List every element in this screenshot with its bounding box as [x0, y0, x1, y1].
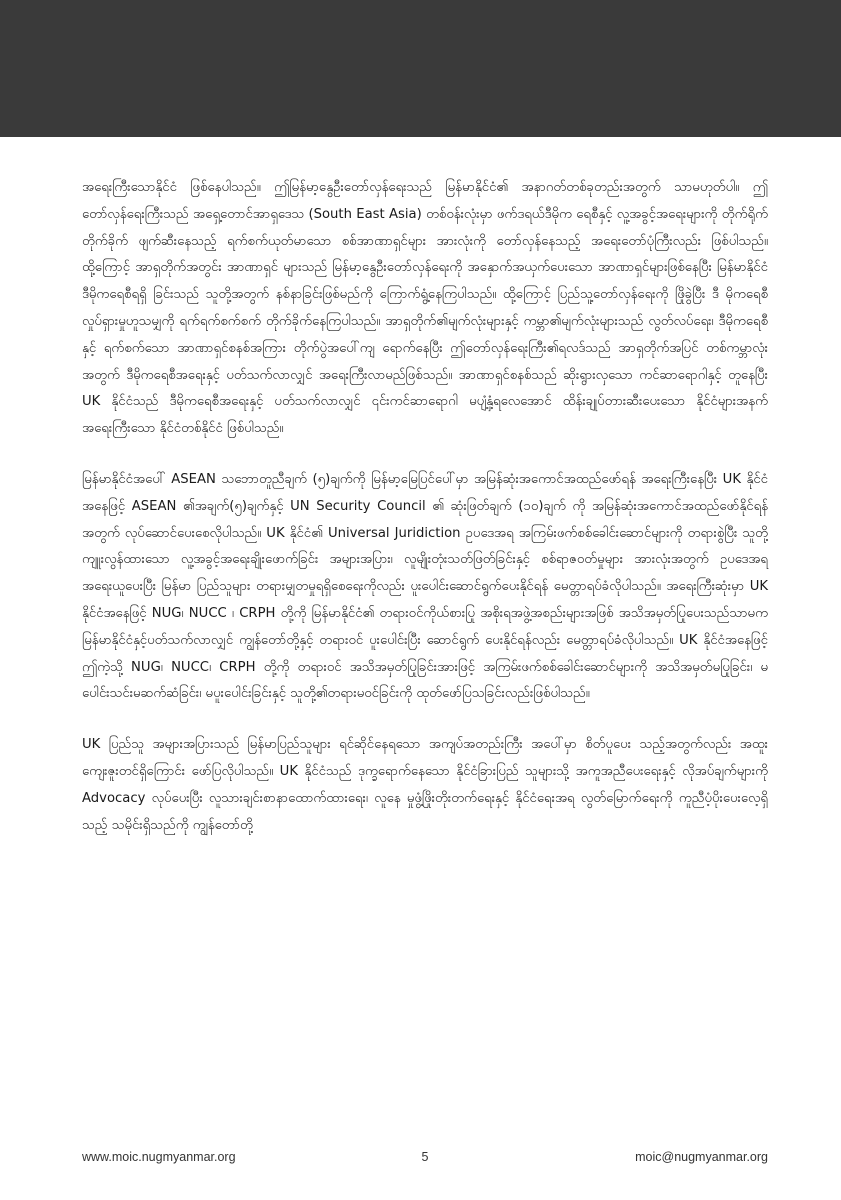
page-number: 5 — [421, 1150, 429, 1164]
document-body — [82, 175, 768, 863]
header-band — [0, 0, 841, 137]
footer-website-link[interactable]: www.moic.nugmyanmar.org — [82, 1150, 236, 1164]
page-footer — [82, 1150, 768, 1168]
paragraph-1: အရေးကြီးသောနိုင်ငံ ဖြစ်နေပါသည်။ ဤမြန်မာ့နွေဦးတော်လှန်ရေးသည် မြန်မာနိုင်ငံ၏ အနာဂတ်တစ်ခုတည်းအတွက် သာမဟုတ်ပါ။ ဤတော်လှန်ရေးကြီးသည် အရှေ့တောင်အာရှဒေသ (South East Asia) တစ်ဝန်းလုံးမှာ ဖက်ဒရယ်ဒီမိုက ရေစီနှင့် လူ့အခွင့်အရေးများကို တိုက်ရိုက်တိုက်ခိုက် ဖျက်ဆီးနေသည့် ရက်စက်ယုတ်မာသော စစ်အာဏာရှင်များ အားလုံးကို တော်လှန်နေသည့် အရေးတော်ပုံကြီးလည်း ဖြစ်ပါသည်။ ထို့ကြောင့် အာရှတိုက်အတွင်း အာဏာရှင် များသည် မြန်မာ့နွေဦးတော်လှန်ရေးကို အနှောက်အယှက်ပေးသော အာဏာရှင်များဖြစ်နေပြီး မြန်မာနိုင်ငံ ဒီမိုကရေစီရရှိ ခြင်းသည် သူတို့အတွက် နစ်နာခြင်းဖြစ်မည်ကို ကြောက်ရွံ့နေကြပါသည်။ ထို့ကြောင့် ပြည်သူ့တော်လှန်ရေးကို ဖြိုခွဲပြီး ဒီ မိုကရေစီ လှုပ်ရှားမှုဟူသမျှကို ရက်ရက်စက်စက် တိုက်ခိုက်နေကြပါသည်။ အာရှတိုက်၏မျက်လုံးများနှင့် ကမ္ဘာ၏မျက်လုံးများသည် လွတ်လပ်ရေး၊ ဒီမိုကရေစီနှင့် ရက်စက်သော အာဏာရှင်စနစ်အကြား တိုက်ပွဲအပေါ်ကျ ရောက်နေပြီး ဤတော်လှန်ရေးကြီး၏ရလဒ်သည် အာရှတိုက်အပြင် တစ်ကမ္ဘာလုံးအတွက် ဒီမိုကရေစီအရေးနှင့် ပတ်သက်လာလျှင် အရေးကြီးလာမည်ဖြစ်သည်။ အာဏာရှင်စနစ်သည် ဆိုးရွားလှသော ကင်ဆာရောဂါနှင့် တူနေပြီး UK နိုင်ငံသည် ဒီမိုကရေစီအရေးနှင့် ပတ်သက်လာလျှင် ၎င်းကင်ဆာရောဂါ မပျံ့နှံ့ရလေအောင် ထိန်းချုပ်တားဆီးပေးသော နိုင်ငံများအနက် အရေးကြီးသော နိုင်ငံတစ်နိုင်ငံ ဖြစ်ပါသည်။ — [82, 180, 768, 437]
paragraph-2: မြန်မာနိုင်ငံအပေါ် ASEAN သဘောတူညီချက် (၅)ချက်ကို မြန်မာ့မြေပြင်ပေါ်မှာ အမြန်ဆုံးအကောင်အထည်ဖော်ရန် အရေးကြီးနေပြီး UK နိုင်ငံအနေဖြင့် ASEAN ၏အချက်(၅)ချက်နှင့် UN Security Council ၏ ဆုံးဖြတ်ချက် (၁၀)ချက် ကို အမြန်ဆုံးအကောင်အထည်ဖော်နိုင်ရန်အတွက် လုပ်ဆောင်ပေးစေလိုပါသည်။ UK နိုင်ငံ၏ Universal Juridiction ဥပဒေအရ အကြမ်းဖက်စစ်ခေါင်းဆောင်များကို တရားစွဲပြီး သူတို့ကျူးလွန်ထားသော လူ့အခွင့်အရေးချိုးဖောက်ခြင်း အများအပြား၊ လူမျိုးတုံးသတ်ဖြတ်ခြင်းနှင့် စစ်ရာဇဝတ်မှုများ အားလုံးအတွက် ဥပဒေအရ အရေးယူပေးပြီး မြန်မာ ပြည်သူများ တရားမျှတမှုရရှိစေရေးကိုလည်း ပူးပေါင်းဆောင်ရွက်ပေးနိုင်ရန် မေတ္တာရပ်ခံလိုပါသည်။ အရေးကြီးဆုံးမှာ UK နိုင်ငံအနေဖြင့် NUG၊ NUCC ၊ CRPH တို့ကို မြန်မာနိုင်ငံ၏ တရားဝင်ကိုယ်စားပြု အစိုးရအဖွဲ့အစည်းများအဖြစ် အသိအမှတ်ပြုပေးသည်သာမက မြန်မာနိုင်ငံနှင့်ပတ်သက်လာလျှင် ကျွန်တော်တို့နှင့် တရားဝင် ပူးပေါင်းပြီး ဆောင်ရွက် ပေးနိုင်ရန်လည်း မေတ္တာရပ်ခံလိုပါသည်။ UK နိုင်ငံအနေဖြင့် ဤကဲ့သို့ NUG၊ NUCC၊ CRPH တို့ကို တရားဝင် အသိအမှတ်ပြုခြင်းအားဖြင့် အကြမ်းဖက်စစ်ခေါင်းဆောင်များကို အသိအမှတ်မပြုခြင်း၊ မပေါင်းသင်းမဆက်ဆံခြင်း၊ မပူးပေါင်းခြင်းနှင့် သူတို့၏တရားမဝင်ခြင်းကို ထုတ်ဖော်ပြသခြင်းလည်းဖြစ်ပါသည်။ — [82, 471, 768, 702]
footer-email-link[interactable]: moic@nugmyanmar.org — [635, 1150, 768, 1164]
paragraph-3: UK ပြည်သူ အများအပြားသည် မြန်မာပြည်သူများ ရင်ဆိုင်နေရသော အကျပ်အတည်းကြီး အပေါ်မှာ စိတ်ပူပေး သည့်အတွက်လည်း အထူးကျေးဇူးတင်ရှိကြောင်း ဖော်ပြလိုပါသည်။ UK နိုင်ငံသည် ဒုက္ခရောက်နေသော နိုင်ငံခြားပြည် သူများသို့ အကူအညီပေးရေးနှင့် လိုအပ်ချက်များကို Advocacy လုပ်ပေးပြီး လူသားချင်းစာနာထောက်ထားရေး၊ လူနေ မှုဖွံ့ဖြိုးတိုးတက်ရေးနှင့် နိုင်ငံရေးအရ လွတ်မြောက်ရေးကို ကူညီပံ့ပိုးပေးလေ့ရှိသည့် သမိုင်းရှိသည်ကို ကျွန်တော်တို့ — [82, 737, 768, 833]
